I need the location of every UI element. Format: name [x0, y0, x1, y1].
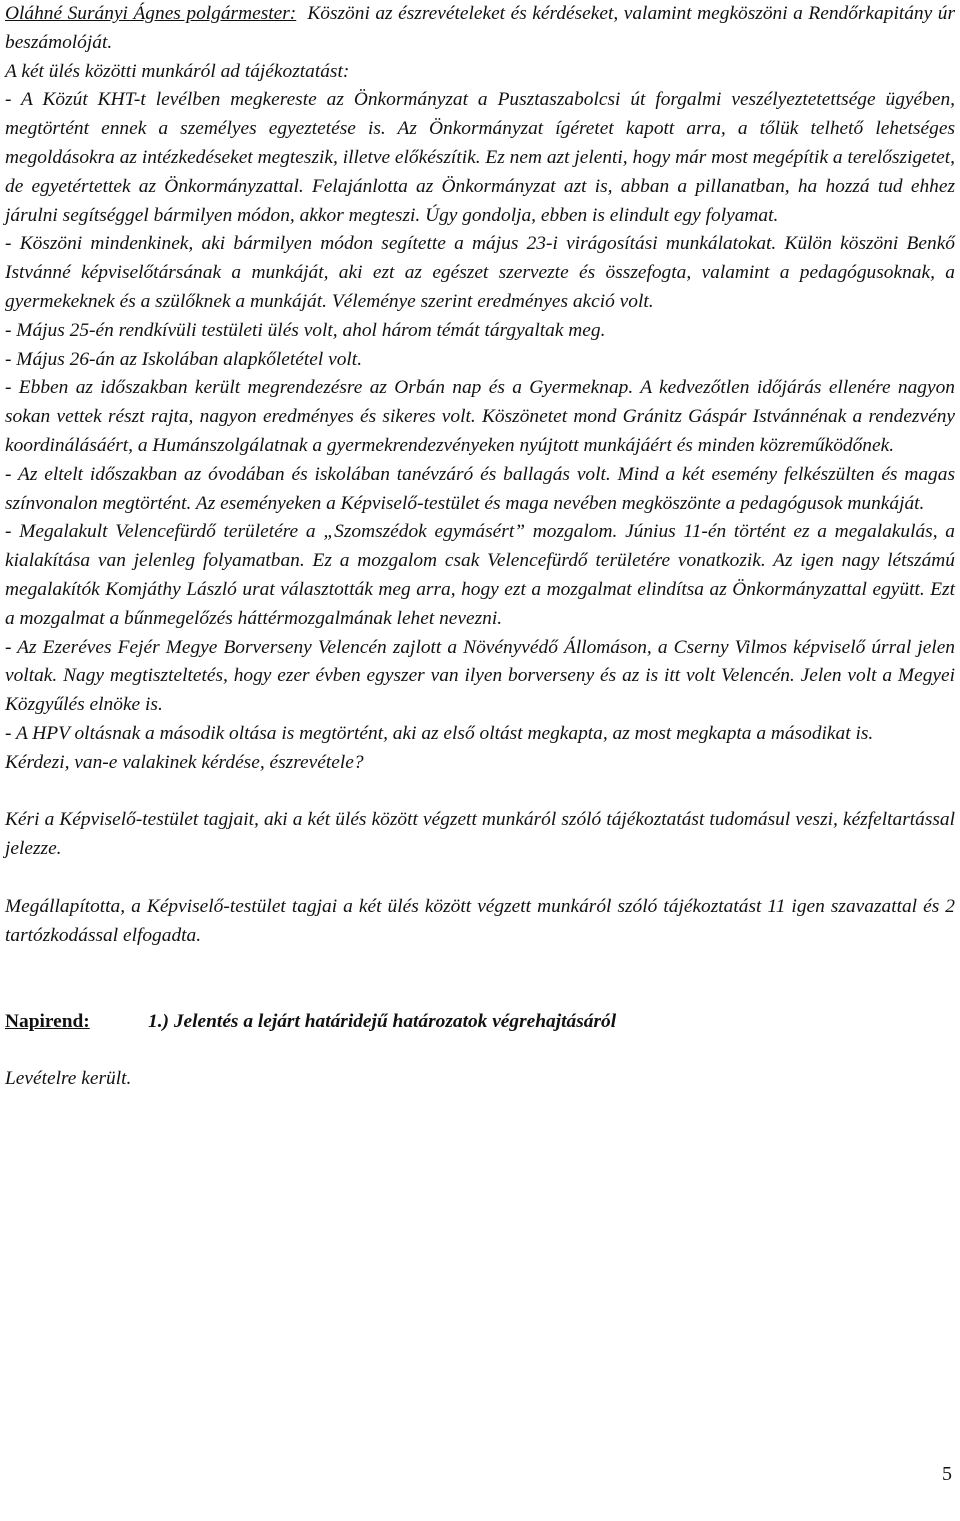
report-item-3: - Május 25-én rendkívüli testületi ülés volt, ahol három témát tárgyaltak meg. [5, 319, 606, 341]
report-item-2: - Köszöni mindenkinek, aki bármilyen módon segítette a május 23-i virágosítási munkálatokat. Külön köszöni Benkő Istvánné képviselőtársának a munkáját, aki ezt az egészet szervezte és összefogta, valamint a pedagógusoknak, a gyermekeknek és a szülőknek a munkáját. Véleménye szerint eredményes akció volt. [5, 233, 955, 312]
page-number: 5 [942, 1463, 952, 1485]
report-item-6: - Az eltelt időszakban az óvodában és iskolában tanévzáró és ballagás volt. Mind a két esemény felkészülten és magas színvonalon megtörtént. Az eseményeken a Képviselő-testület és maga nevében megköszönte a pedagógusok munkáját. [5, 463, 955, 514]
speech-intro: Köszöni az észrevételeket és kérdéseket, valamint megköszöni a Rendőrkapitány úr beszámolóját. [5, 3, 960, 53]
spacer [5, 950, 955, 1008]
agenda-line [5, 1008, 955, 1037]
speaker-name: Oláhné Surányi Ágnes polgármester: [5, 3, 297, 24]
spacer [5, 864, 955, 893]
vote-request: Kéri a Képviselő-testület tagjait, aki a két ülés között végzett munkáról szóló tájékoztatást tudomásul veszi, kézfeltartással jelezze. [5, 809, 955, 860]
report-item-7: - Megalakult Velencefürdő területére a „Szomszédok egymásért” mozgalom. Június 11-én történt ez a megalakulás, a kialakítása van jelenleg folyamatban. Ez a mozgalom csak Velencefürdő területére vonatkozik. Az igen nagy létszámú megalakítók Komjáthy László urat választották meg arra, hogy ezt a mozgalmat elindítsa az Önkormányzattal együtt. Ezt a mozgalmat a bűnmegelőzés háttérmozgalmának lehet nevezni. [5, 521, 955, 629]
removed-note: Levételre került. [5, 1068, 132, 1090]
report-intro: A két ülés közötti munkáról ad tájékoztatást: [5, 60, 350, 82]
speech-paragraph [5, 0, 960, 58]
agenda-title: 1.) Jelentés a lejárt határidejű határozatok végrehajtásáról [148, 1010, 617, 1032]
resolution: Megállapította, a Képviselő-testület tagjai a két ülés között végzett munkáról szóló tájékoztatást 11 igen szavazattal és 2 tartózkodással elfogadta. [5, 895, 955, 946]
report-item-4: - Május 26-án az Iskolában alapkőletétel volt. [5, 348, 363, 370]
report-item-5: - Ebben az időszakban került megrendezésre az Orbán nap és a Gyermeknap. A kedvezőtlen időjárás ellenére nagyon sokan vettek részt rajta, nagyon eredményes és sikeres volt. Köszönetet mond Gránitz Gáspár Istvánnénak a rendezvény koordinálásáért, a Humánszolgálatnak a gyermekrendezvényeken nyújtott munkájáért és minden közreműködőnek. [5, 377, 955, 456]
agenda-label: Napirend: [5, 1010, 90, 1032]
question-line: Kérdezi, van-e valakinek kérdése, észrevétele? [5, 751, 364, 773]
report-item-1: - A Közút KHT-t levélben megkereste az Önkormányzat a Pusztaszabolcsi út forgalmi veszélyeztetettsége ügyében, megtörtént ennek a személyes egyeztetése is. Az Önkormányzat ígéretet kapott arra, a tőlük telhető lehetséges megoldásokra az intézkedéseket megteszik, illetve előkészítik. Ez nem azt jelenti, hogy már most megépítik a terelőszigetet, de egyetértettek az Önkormányzattal. Felajánlotta az Önkormányzat azt is, abban a pillanatban, ha hozzá tud ehhez járulni segítséggel bármilyen módon, akkor megteszi. Úgy gondolja, ebben is elindult egy folyamat. [5, 89, 955, 226]
spacer [5, 1037, 955, 1066]
report-item-9: - A HPV oltásnak a második oltása is megtörtént, aki az első oltást megkapta, az most megkapta a másodikat is. [5, 722, 874, 744]
report-item-8: - Az Ezeréves Fejér Megye Borverseny Velencén zajlott a Növényvédő Állomáson, a Cserny Vilmos képviselő úrral jelen voltak. Nagy megtiszteltetés, hogy ezer évben egyszer van ilyen borverseny és az is itt volt Velencén. Jelen volt a Megyei Közgyűlés elnöke is. [5, 636, 955, 716]
spacer [5, 778, 955, 807]
